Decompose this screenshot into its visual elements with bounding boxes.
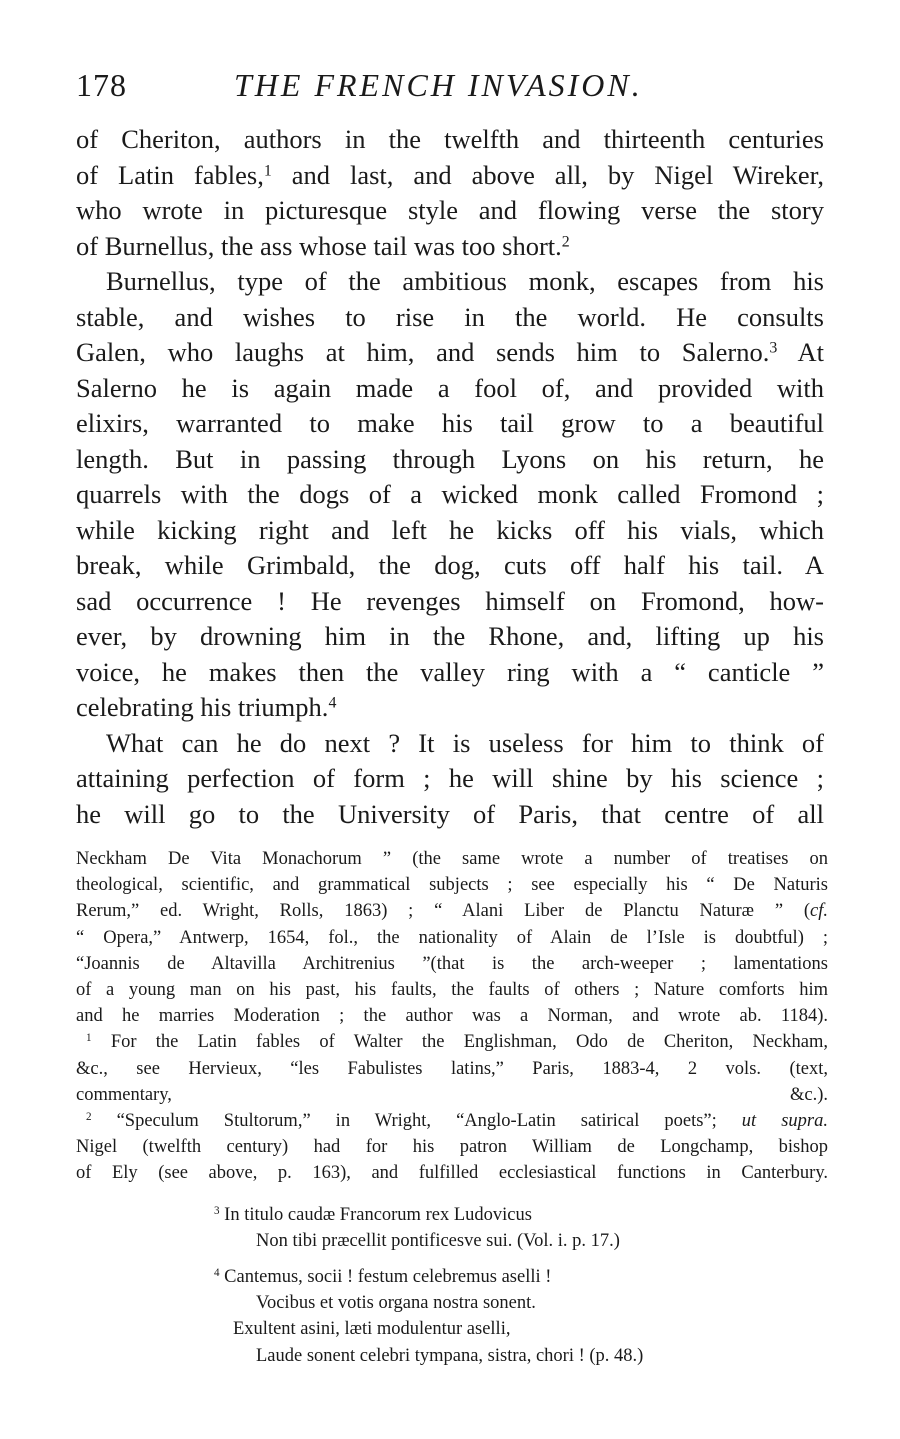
verse-line: Vocibus et votis organa nostra sonent.	[256, 1293, 536, 1314]
text-line: stable, and wishes to rise in the world. He consults	[76, 301, 824, 332]
text-line: What can he do next ? It is useless for him to think of	[106, 727, 824, 758]
main-text	[76, 122, 824, 832]
footnote-2	[76, 1108, 828, 1187]
footnote-marker: 1	[86, 1032, 92, 1045]
text-line: of Cheriton, authors in the twelfth and thirteenth centuries	[76, 124, 824, 154]
verse-line: Laude sonent celebri tympana, sistra, chori ! (p. 48.)	[256, 1345, 644, 1366]
text-segment: For the Latin fables of Walter the Englishman, Odo de Cheriton, Neckham,	[91, 1032, 828, 1053]
footnote-line: of Ely (see above, p. 163), and fulfilled ecclesiastical functions in Canterbury.	[76, 1163, 828, 1184]
text-segment: Galen, who laughs at him, and sends him to Salerno.	[76, 337, 770, 367]
paragraph-3	[76, 726, 824, 833]
text-segment: At	[777, 337, 824, 367]
text-line: break, while Grimbald, the dog, cuts off half his tail. A	[76, 550, 824, 580]
footnote-ref-3[interactable]: 3	[769, 339, 778, 357]
footnote-3	[76, 1202, 828, 1254]
text-line	[76, 690, 824, 726]
verse-line: Exultent asini, læti modulentur aselli,	[233, 1319, 511, 1340]
text-line: elixirs, warranted to make his tail grow to a beautiful	[76, 408, 824, 438]
footnote-ref-2[interactable]: 2	[561, 232, 570, 250]
text-segment: celebrating his triumph.	[76, 692, 329, 722]
footnote-line: Nigel (twelfth century) had for his patron William de Longchamp, bishop	[76, 1137, 828, 1158]
footnote-4	[76, 1264, 828, 1369]
footnote-line: and he marries Moderation ; the author was a Norman, and wrote ab. 1184).	[76, 1006, 828, 1027]
text-segment: In titulo caudæ Francorum rex Ludovicus	[219, 1205, 532, 1225]
text-segment: and last, and above all, by Nigel Wireker,	[271, 159, 824, 190]
footnotes	[76, 846, 828, 1187]
footnote-line: &c., see Hervieux, “les Fabulistes latins,” Paris, 1883-4, 2 vols. (text,	[76, 1058, 828, 1079]
verse-line: Non tibi præcellit pontificesve sui. (Vol. i. p. 17.)	[256, 1231, 620, 1252]
italic-text: ut supra.	[741, 1111, 828, 1132]
text-line: length. But in passing through Lyons on his return, he	[76, 443, 824, 474]
text-line: who wrote in picturesque style and flowing verse the story	[76, 195, 824, 225]
footnote-continuation	[76, 846, 828, 1029]
text-line: sad occurrence ! He revenges himself on Fromond, how-	[76, 585, 824, 616]
footnote-marker: 4	[214, 1266, 220, 1279]
footnote-line: commentary, &c.).	[76, 1084, 828, 1105]
page-header	[76, 62, 824, 108]
verse-line	[76, 1202, 828, 1228]
running-title: THE FRENCH INVASION.	[234, 67, 643, 103]
text-line: voice, he makes then the valley ring with a “ canticle ”	[76, 656, 824, 687]
verse-line	[76, 1264, 828, 1290]
footnote-1	[76, 1029, 828, 1108]
text-line	[76, 335, 824, 371]
footnote-line	[76, 898, 828, 924]
footnote-line: “ Opera,” Antwerp, 1654, fol., the nationality of Alain de l’Isle is doubtful) ;	[76, 927, 828, 948]
text-line: Salerno he is again made a fool of, and provided with	[76, 372, 824, 403]
paragraph-2	[76, 264, 824, 726]
text-segment: of Latin fables,	[76, 159, 264, 190]
text-segment: Rerum,” ed. Wright, Rolls, 1863) ; “ Alani Liber de Planctu Naturæ ” (	[76, 901, 811, 922]
page-number: 178	[76, 67, 127, 103]
footnote-line	[76, 1029, 828, 1055]
text-line	[76, 158, 824, 194]
footnote-line: theological, scientific, and grammatical subjects ; see especially his “ De Naturis	[76, 875, 828, 896]
footnote-line: of a young man on his past, his faults, the faults of others ; Nature comforts him	[76, 980, 828, 1001]
italic-text: cf.	[810, 901, 828, 922]
text-line: quarrels with the dogs of a wicked monk called Fromond ;	[76, 479, 824, 509]
text-line	[76, 229, 824, 265]
text-line: he will go to the University of Paris, that centre of all	[76, 798, 824, 829]
text-segment: of Burnellus, the ass whose tail was too short.	[76, 230, 562, 261]
text-segment: “Speculum Stultorum,” in Wright, “Anglo-Latin satirical poets”;	[91, 1111, 742, 1132]
footnote-line: “Joannis de Altavilla Architrenius ”(that is the arch-weeper ; lamentations	[76, 953, 828, 974]
text-line: Burnellus, type of the ambitious monk, escapes from his	[106, 266, 824, 296]
text-line: while kicking right and left he kicks off his vials, which	[76, 514, 824, 545]
footnote-marker: 3	[214, 1204, 220, 1217]
paragraph-1	[76, 122, 824, 264]
footnote-marker: 2	[86, 1110, 92, 1123]
text-segment: Cantemus, socii ! festum celebremus aselli !	[219, 1267, 552, 1287]
text-line: attaining perfection of form ; he will shine by his science ;	[76, 763, 824, 793]
footnote-line: Neckham De Vita Monachorum ” (the same wrote a number of treatises on	[76, 849, 828, 869]
text-line: ever, by drowning him in the Rhone, and, lifting up his	[76, 621, 824, 651]
footnote-ref-1[interactable]: 1	[263, 161, 272, 179]
footnote-line	[76, 1108, 828, 1134]
footnote-ref-4[interactable]: 4	[328, 694, 337, 712]
